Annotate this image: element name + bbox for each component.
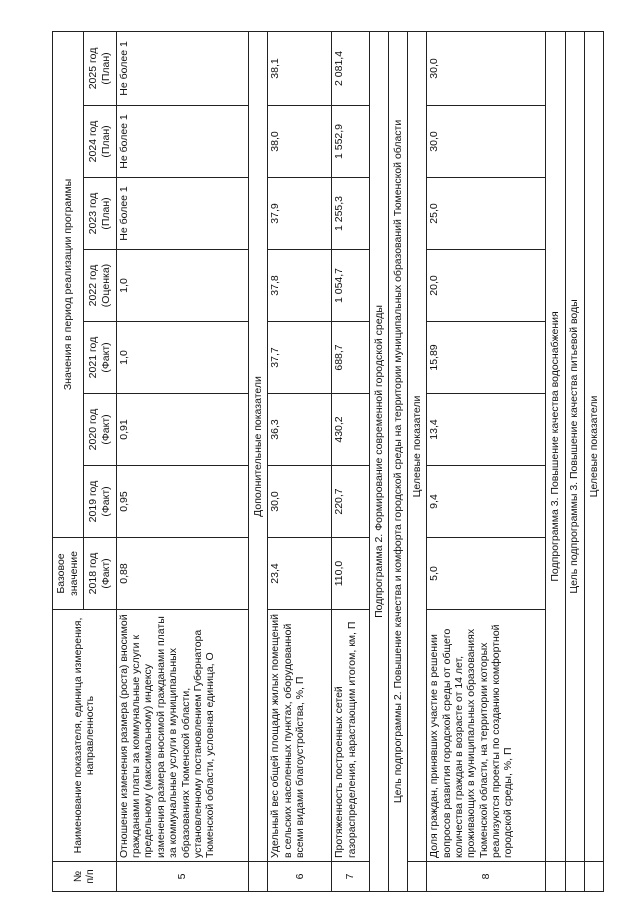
row-num: 6 — [268, 862, 332, 892]
section-blank — [584, 862, 603, 892]
row-name: Доля граждан, принявших участие в решении вопросов развития городской среды от общего количества граждан в возрасте от 14 лет, проживающих в муниципальных образованиях Тюменской области, на территории которых реализуются проекты по созданию комфортной городской среды, %, П — [427, 610, 546, 862]
row-value: Не более 1 — [116, 178, 248, 250]
row-value: 20,0 — [427, 250, 546, 322]
header-period: Значения в период реализации программы — [53, 31, 84, 537]
row-value: 23,4 — [268, 538, 332, 610]
row-value: 30,0 — [427, 31, 546, 105]
row-value: 25,0 — [427, 178, 546, 250]
row-value: 0,95 — [116, 466, 248, 538]
header-year: 2018 год (Факт) — [83, 538, 116, 610]
header-name: Наименование показателя, единица измерения, направленность — [53, 610, 117, 862]
indicators-table — [52, 31, 604, 892]
table-row — [332, 31, 370, 891]
section-additional: Дополнительные показатели — [249, 31, 268, 861]
table-row — [427, 31, 546, 891]
row-value: 38,0 — [268, 106, 332, 178]
row-name: Удельный вес общей площади жилых помещений в сельских населенных пунктах, оборудованной всеми видами благоустройства, %, П — [268, 610, 332, 862]
section-blank — [565, 862, 584, 892]
header-year: 2023 год (План) — [83, 178, 116, 250]
section-row — [388, 31, 407, 891]
section-row — [546, 31, 565, 891]
section-target-2: Целевые показатели — [408, 31, 427, 861]
row-value: 13,4 — [427, 394, 546, 466]
row-value: 430,2 — [332, 394, 370, 466]
section-row — [584, 31, 603, 891]
row-value: 1 054,7 — [332, 250, 370, 322]
header-num: № п/п — [53, 862, 117, 892]
section-blank — [249, 862, 268, 892]
row-name: Отношение изменения размера (роста) вносимой гражданами платы за коммунальные услуги к предельному (максимальному) индексу изменения размера вносимой гражданами платы за коммунальные услуги в муниципальных образованиях Тюменской области, установленному постановлением Губернатора Тюменской области, условная единица, О — [116, 610, 248, 862]
rotated-page — [52, 32, 604, 892]
row-value: 220,7 — [332, 466, 370, 538]
row-value: 37,8 — [268, 250, 332, 322]
row-num: 8 — [427, 862, 546, 892]
row-value: 0,91 — [116, 394, 248, 466]
subprogram-3-title: Подпрограмма 3. Повышение качества водоснабжения — [546, 31, 565, 861]
header-year: 2020 год (Факт) — [83, 394, 116, 466]
row-num: 5 — [116, 862, 248, 892]
row-value: 30,0 — [427, 106, 546, 178]
row-value: 1,0 — [116, 322, 248, 394]
row-value: 38,1 — [268, 31, 332, 105]
subprogram-2-goal: Цель подпрограммы 2. Повышение качества и комфорта городской среды на территории муниципальных образований Тюменской области — [388, 31, 407, 891]
header-year: 2025 год (План) — [83, 31, 116, 105]
section-row — [369, 31, 388, 891]
row-value: 37,9 — [268, 178, 332, 250]
table-row — [268, 31, 332, 891]
section-row — [408, 31, 427, 891]
row-num: 7 — [332, 862, 370, 892]
row-name: Протяженность построенных сетей газораспределения, нарастающим итогом, км, П — [332, 610, 370, 862]
row-value: 1,0 — [116, 250, 248, 322]
header-row-1 — [53, 31, 84, 891]
row-value: 36,3 — [268, 394, 332, 466]
row-value: 15,89 — [427, 322, 546, 394]
row-value: 110,0 — [332, 538, 370, 610]
row-value: 37,7 — [268, 322, 332, 394]
row-value: Не более 1 — [116, 31, 248, 105]
row-value: 5,0 — [427, 538, 546, 610]
row-value: Не более 1 — [116, 106, 248, 178]
header-year: 2021 год (Факт) — [83, 322, 116, 394]
row-value: 1 552,9 — [332, 106, 370, 178]
subprogram-2-title: Подпрограмма 2. Формирование современной городской среды — [369, 31, 388, 891]
section-row — [249, 31, 268, 891]
section-blank — [546, 862, 565, 892]
row-value: 30,0 — [268, 466, 332, 538]
subprogram-3-goal: Цель подпрограммы 3. Повышение качества питьевой воды — [565, 31, 584, 861]
section-blank — [408, 862, 427, 892]
section-row — [565, 31, 584, 891]
row-value: 9,4 — [427, 466, 546, 538]
row-value: 2 081,4 — [332, 31, 370, 105]
header-year: 2024 год (План) — [83, 106, 116, 178]
row-value: 0,88 — [116, 538, 248, 610]
header-base: Базовое значение — [53, 538, 84, 610]
header-year: 2022 год (Оценка) — [83, 250, 116, 322]
table-row — [116, 31, 248, 891]
header-year: 2019 год (Факт) — [83, 466, 116, 538]
row-value: 688,7 — [332, 322, 370, 394]
section-target-3: Целевые показатели — [584, 31, 603, 861]
row-value: 1 255,3 — [332, 178, 370, 250]
